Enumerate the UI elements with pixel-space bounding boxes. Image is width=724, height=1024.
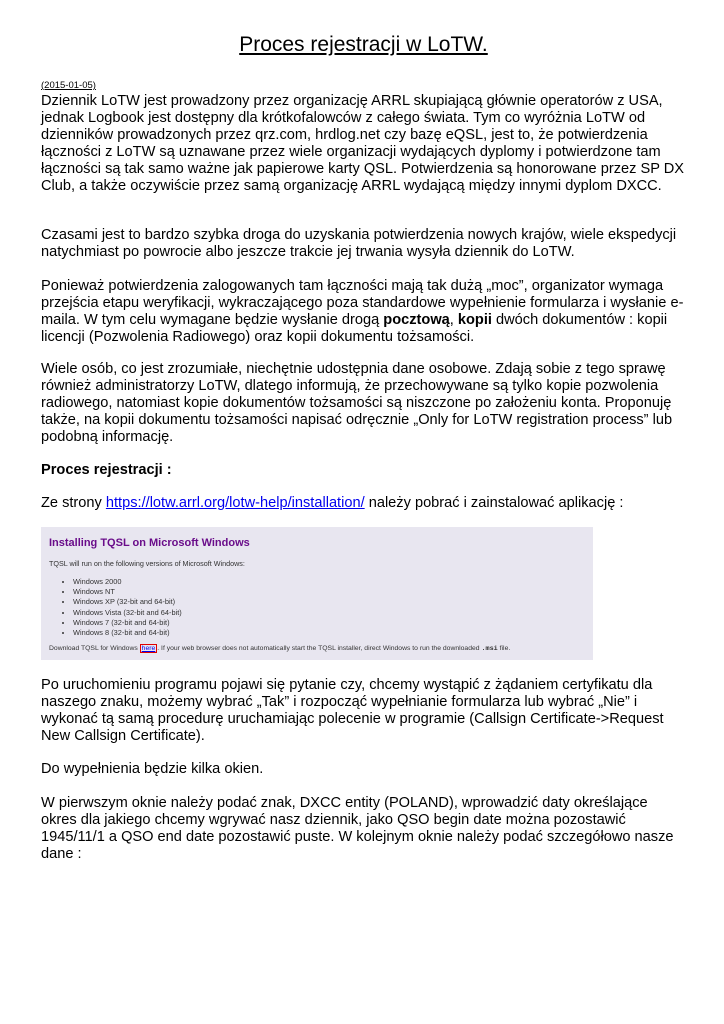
verification-paragraph <box>41 278 686 346</box>
speed-paragraph: Czasami jest to bardzo szybka droga do uzyskania potwierdzenia nowych krajów, wiele ekspedycji natychmiast po powrocie albo jeszcze trakcie jej trwania wysyła dziennik do LoTW. <box>41 227 677 260</box>
installation-link[interactable]: https://lotw.arrl.org/lotw-help/installation/ <box>105 495 365 511</box>
bold-postal: pocztową <box>383 312 450 328</box>
section-heading: Proces rejestracji : <box>41 462 172 478</box>
certificate-paragraph: Po uruchomieniu programu pojawi się pytanie czy, chcemy wystąpić z żądaniem certyfikatu dla naszego znaku, możemy wybrać „Tak” i rozpocząć wypełnianie formularza lub wybrać „Nie” i wykonać tą samą procedurę uruchamiając polecenie w programie (Callsign Certificate->Request New Callsign Certificate). <box>41 677 664 744</box>
download-text-a: Ze strony <box>41 495 106 511</box>
list-item: • Windows 2000 <box>73 577 182 587</box>
tqsl-download-text-b: . If your web browser does not automatically start the TQSL installer, direct Windows to run the downloaded <box>157 645 482 652</box>
bold-copies: kopii <box>457 312 492 328</box>
download-text-b: należy pobrać i zainstalować aplikację : <box>364 495 624 511</box>
document-date: (2015-01-05) <box>41 80 96 91</box>
privacy-paragraph: Wiele osób, co jest zrozumiałe, niechętnie udostępnia dane osobowe. Zdają sobie z tego sprawę również administratorzy LoTW, dlatego informują, że przechowywane są tylko kopie pozwolenia radiowego, natomiast kopie dokumentów tożsamości są niszczone po założeniu konta. Proponuję także, na kopii dokumentu tożsamości napisać odręcznie „Only for LoTW registration process” lub podobną informację. <box>41 361 673 445</box>
tqsl-download-text-c: file. <box>497 645 511 652</box>
intro-paragraph: Dziennik LoTW jest prowadzony przez organizację ARRL skupiającą głównie operatorów z USA, jednak Logbook jest dostępny dla krótkofalowców z całego świata. Tym co wyróżnia LoTW od dzienników prowadzonych przez qrz.com, hrdlog.net czy bazę eQSL, jest to, że potwierdzenia łączności z LoTW są uznawane przez wiele organizacji wydających dyplomy i potwierdzone tam łączności są tak samo ważne jak papierowe karty QSL. Potwierdzenia są honorowane przez SP DX Club, a także oczywiście przez samą organizację ARRL wydającą między innymi dyplom DXCC. <box>41 93 684 194</box>
list-item: • Windows 8 (32-bit and 64-bit) <box>73 628 182 638</box>
list-item: • Windows XP (32-bit and 64-bit) <box>73 597 182 607</box>
windows-count-paragraph: Do wypełnienia będzie kilka okien. <box>41 761 264 777</box>
first-window-paragraph: W pierwszym oknie należy podać znak, DXCC entity (POLAND), wprowadzić daty określające okres dla jakiego chcemy wgrywać nasz dziennik, jako QSO begin date można pozostawić 1945/11/1 a QSO end date pozostawić puste. W kolejnym oknie należy podać szczegółowo nasze dane : <box>41 795 674 862</box>
tqsl-download-line <box>49 645 510 653</box>
here-link[interactable]: here <box>141 645 156 652</box>
verification-text-c: dwóch dokumentów : kopii licencji (Pozwolenia Radiowego) oraz kopii dokumentu tożsamości. <box>41 312 668 345</box>
list-item: • Windows NT <box>73 587 182 597</box>
document-title: Proces rejestracji w LoTW. <box>239 33 488 56</box>
msi-extension: .msi <box>481 645 498 653</box>
tqsl-download-text-a: Download TQSL for Windows <box>49 645 140 652</box>
tqsl-title: Installing TQSL on Microsoft Windows <box>49 537 250 549</box>
list-item: • Windows 7 (32-bit and 64-bit) <box>73 618 182 628</box>
verification-text-a: Ponieważ potwierdzenia zalogowanych tam łączności mają tak dużą „moc”, organizator wymaga przejścia etapu weryfikacji, wykraczającego poza standardowe wypełnienie formularza i wysłanie e-maila. W tym celu wymagane będzie wysłanie drogą <box>41 278 684 328</box>
tqsl-screenshot <box>41 527 593 660</box>
download-paragraph <box>41 495 686 512</box>
verification-text-b: , <box>449 312 458 328</box>
windows-version-list <box>61 577 182 638</box>
tqsl-intro: TQSL will run on the following versions of Microsoft Windows: <box>49 559 245 568</box>
list-item: • Windows Vista (32-bit and 64-bit) <box>73 608 182 618</box>
